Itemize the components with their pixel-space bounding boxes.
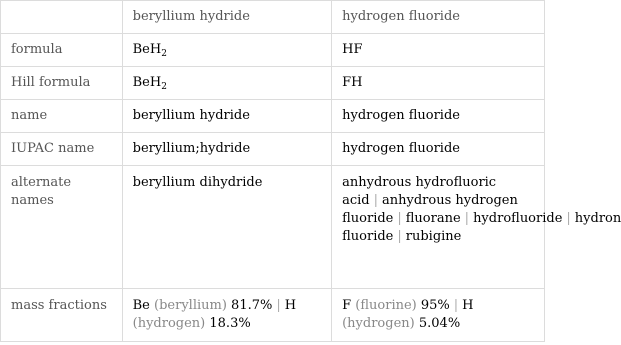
mass-value: 18.3% bbox=[209, 316, 251, 331]
separator: | bbox=[373, 193, 379, 208]
iupac-hydrogen-fluoride: hydrogen fluoride bbox=[332, 133, 545, 166]
iupac-beryllium-hydride: beryllium;hydride bbox=[122, 133, 331, 166]
row-label-formula: formula bbox=[1, 34, 123, 67]
separator: | bbox=[453, 298, 459, 313]
table-row bbox=[1, 34, 545, 67]
alt-name: hydron fluoride bbox=[342, 211, 621, 244]
element-symbol: F bbox=[342, 298, 352, 313]
table-row bbox=[1, 289, 545, 342]
mass-value: 95% bbox=[420, 298, 450, 313]
column-header-hydrogen-fluoride: hydrogen fluoride bbox=[332, 1, 545, 34]
formula-main: BeH bbox=[132, 42, 162, 57]
element-symbol: H bbox=[284, 298, 297, 313]
separator: | bbox=[397, 211, 402, 226]
table-row bbox=[1, 100, 545, 133]
alternate-hydrogen-fluoride bbox=[332, 166, 621, 289]
hill-formula-beryllium-hydride bbox=[122, 67, 331, 100]
separator: | bbox=[276, 298, 281, 313]
formula-hydrogen-fluoride: HF bbox=[332, 34, 545, 67]
alt-name: anhydrous hydrofluoric acid bbox=[342, 175, 497, 208]
alt-name: fluorane bbox=[405, 211, 461, 226]
column-header-beryllium-hydride: beryllium hydride bbox=[122, 1, 331, 34]
table-row bbox=[1, 166, 545, 289]
mass-beryllium-hydride bbox=[122, 289, 331, 342]
element-name: (beryllium) bbox=[154, 298, 227, 313]
name-beryllium-hydride: beryllium hydride bbox=[122, 100, 331, 133]
element-symbol: H bbox=[462, 298, 474, 313]
separator: | bbox=[464, 211, 470, 226]
table-row bbox=[1, 67, 545, 100]
hill-formula-hydrogen-fluoride: FH bbox=[332, 67, 545, 100]
separator: | bbox=[397, 229, 402, 244]
alternate-beryllium-hydride: beryllium dihydride bbox=[122, 166, 331, 289]
corner-cell bbox=[1, 1, 123, 34]
table-row bbox=[1, 133, 545, 166]
row-label-mass-fractions: mass fractions bbox=[1, 289, 123, 342]
mass-value: 81.7% bbox=[231, 298, 273, 313]
row-label-iupac-name: IUPAC name bbox=[1, 133, 123, 166]
header-row bbox=[1, 1, 545, 34]
name-hydrogen-fluoride: hydrogen fluoride bbox=[332, 100, 545, 133]
row-label-hill-formula: Hill formula bbox=[1, 67, 123, 100]
element-symbol: Be bbox=[132, 298, 150, 313]
mass-value: 5.04% bbox=[418, 316, 461, 331]
mass-hydrogen-fluoride bbox=[332, 289, 545, 342]
separator: | bbox=[566, 211, 571, 226]
alt-name: rubigine bbox=[405, 229, 462, 244]
alt-name: hydrofluoride bbox=[473, 211, 563, 226]
hill-formula-subscript: 2 bbox=[161, 82, 167, 92]
formula-subscript: 2 bbox=[161, 49, 167, 59]
element-name: (fluorine) bbox=[355, 298, 417, 313]
element-name: (hydrogen) bbox=[132, 316, 206, 331]
row-label-alternate-names: alternate names bbox=[1, 166, 123, 289]
formula-beryllium-hydride bbox=[122, 34, 331, 67]
alt-name: anhydrous hydrogen fluoride bbox=[342, 193, 518, 226]
element-name: (hydrogen) bbox=[342, 316, 415, 331]
row-label-name: name bbox=[1, 100, 123, 133]
hill-formula-main: BeH bbox=[132, 75, 162, 90]
